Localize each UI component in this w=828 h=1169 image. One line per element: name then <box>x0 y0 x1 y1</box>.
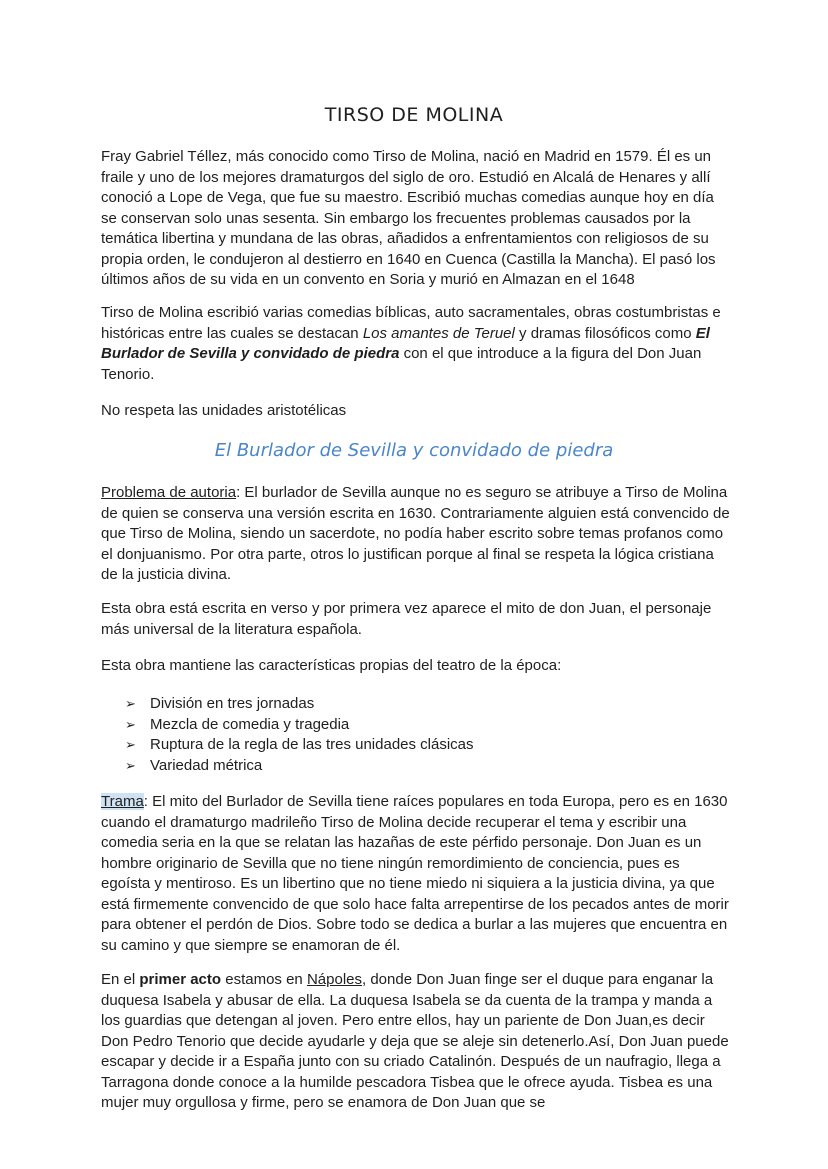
list-item-label: Ruptura de la regla de las tres unidades clásicas <box>150 736 474 753</box>
list-item-label: División en tres jornadas <box>150 695 315 712</box>
authorship-paragraph <box>101 483 731 586</box>
works-text-1: Tirso de Molina escribió varias comedias bíblicas, auto sacramentales, obras costumbristas e históricas entre las cuales se destacan <box>101 304 721 342</box>
list-item <box>125 694 474 715</box>
works-text-3: con el que introduce a la figura del Don Juan Tenorio. <box>101 345 702 383</box>
unities-paragraph: No respeta las unidades aristotélicas <box>101 402 347 419</box>
act1-text-mid: estamos en <box>221 971 307 988</box>
plot-label: Trama <box>101 793 144 810</box>
page-title: TIRSO DE MOLINA <box>324 104 504 126</box>
act1-text-pre: En el <box>101 971 140 988</box>
authorship-text: : El burlador de Sevilla aunque no es seguro se atribuye a Tirso de Molina de quien se conserva una versión escrita en 1630. Contrariamente alguien está convencido de que Tirso de Molina, siendo un sacerdote, no podía haber escrito sobre temas profanos como el donjuanismo. Por otra parte, otros lo justifican porque al final se respeta la lógica cristiana de la justicia divina. <box>101 484 730 583</box>
arrow-bullet-icon: ➢ <box>125 737 136 752</box>
list-item-label: Mezcla de comedia y tragedia <box>150 715 350 733</box>
list-item <box>125 756 474 777</box>
section-subtitle: El Burlador de Sevilla y convidado de piedra <box>214 440 614 461</box>
works-italic-title: Los amantes de Teruel <box>362 324 515 342</box>
verse-paragraph: Esta obra está escrita en verso y por primera vez aparece el mito de don Juan, el personaje más universal de la literatura española. <box>101 600 712 638</box>
list-item <box>125 715 474 736</box>
plot-paragraph <box>101 792 731 956</box>
authorship-label: Problema de autoria <box>101 484 237 501</box>
list-item-label: Variedad métrica <box>150 756 263 774</box>
act1-bold: primer acto <box>139 971 222 988</box>
arrow-bullet-icon: ➢ <box>125 696 136 711</box>
works-text-2: y dramas filosóficos como <box>514 324 696 342</box>
plot-text: : El mito del Burlador de Sevilla tiene raíces populares en toda Europa, pero es en 1630 cuando el dramaturgo madrileño Tirso de Molina decide recuperar el tema y escribir una comedia seria en la que se relatan las hazañas de este pérfido personaje. Don Juan es un hombre originario de Sevilla que no tiene ningún remordimiento de conciencia, pues es egoísta y mentiroso. Es un libertino que no tiene miedo ni siquiera a la justicia divina, ya que está firmemente convencido de que solo hace falta arrepentirse de los pecados antes de morir para obtener el perdón de Dios. Sobre todo se dedica a burlar a las mujeres que encuentra en su camino y que siempre se enamoran de él. <box>101 793 729 954</box>
act1-place: Nápoles <box>306 971 362 988</box>
arrow-bullet-icon: ➢ <box>125 757 136 773</box>
act1-text: , donde Don Juan finge ser el duque para enganar la duquesa Isabela y abusar de ella. La duquesa Isabela se da cuenta de la trampa y manda a los guardias que detengan al joven. Pero entre ellos, hay un pariente de Don Juan,es decir Don Pedro Tenorio que decide ayudarle y deja que se aleje sin detenerlo.Así, Don Juan puede escapar y decide ir a España junto con su criado Catalinón. Después de un naufragio, llega a Tarragona donde conoce a la humilde pescadora Tisbea que le ofrece ayuda. Tisbea es una mujer muy orgullosa y firme, pero se enamora de Don Juan que se <box>101 971 729 1111</box>
works-paragraph <box>101 303 731 385</box>
act1-paragraph <box>101 970 731 1114</box>
works-bold-title: El Burlador de Sevilla y convidado de piedra <box>101 324 710 362</box>
features-list <box>125 694 474 776</box>
arrow-bullet-icon: ➢ <box>125 716 136 732</box>
intro-paragraph: Fray Gabriel Téllez, más conocido como Tirso de Molina, nació en Madrid en 1579. Él es un fraile y uno de los mejores dramaturgos del siglo de oro. Estudió en Alcalá de Henares y allí conoció a Lope de Vega, que fue su maestro. Escribió muchas comedias aunque hoy en día se conservan solo unas sesenta. Sin embargo los frecuentes problemas causados por la temática libertina y mundana de las obras, añadidos a enfrentamientos con religiosos de su propia orden, le condujeron al destierro en 1640 en Cuenca (Castilla la Mancha). El pasó los últimos años de su vida en un convento en Soria y murió en Almazan en el 1648 <box>101 148 716 288</box>
features-intro: Esta obra mantiene las características propias del teatro de la época: <box>101 657 562 674</box>
list-item <box>125 735 474 756</box>
